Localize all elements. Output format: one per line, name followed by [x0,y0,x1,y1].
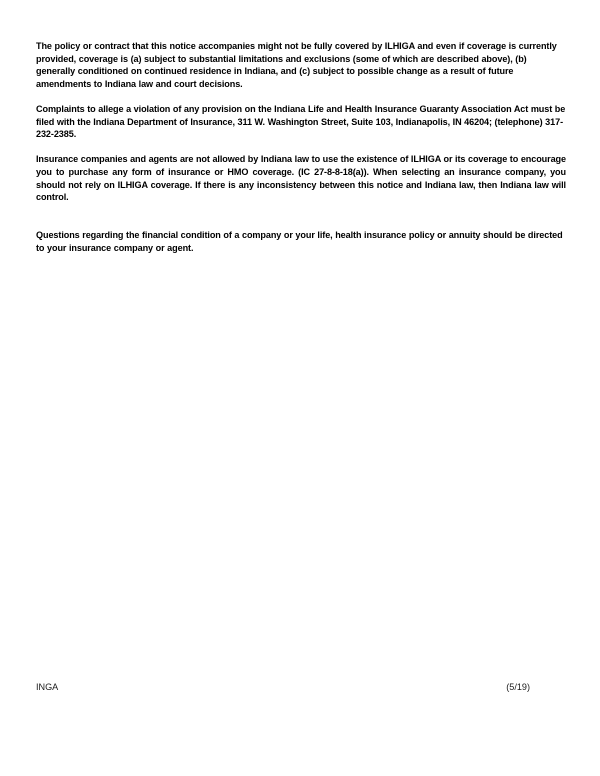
footer-revision-date: (5/19) [506,682,530,692]
paragraph-complaints-filing: Complaints to allege a violation of any provision on the Indiana Life and Health Insurance Guaranty Association Act must be filed with the Indiana Department of Insurance, 311 W. Washington Street, Suite 103, Indianapolis, IN 46204; (telephone) 317-232-2385. [36,103,566,140]
paragraph-questions-contact: Questions regarding the financial condition of a company or your life, health insurance policy or annuity should be directed to your insurance company or agent. [36,229,563,253]
document-body [36,40,566,254]
page-footer [36,681,530,694]
footer-form-code: INGA [36,682,59,692]
paragraph-solicitation-prohibition: Insurance companies and agents are not allowed by Indiana law to use the existence of ILHIGA or its coverage to encourage you to purchase any form of insurance or HMO coverage. (IC 27-8-8-18(a)). When selecting an insurance company, you should not rely on ILHIGA coverage. If there is any inconsistency between this notice and Indiana law, then Indiana law will control. [36,154,566,203]
paragraph-coverage-limitations: The policy or contract that this notice accompanies might not be fully covered by ILHIGA and even if coverage is currently provided, coverage is (a) subject to substantial limitations and exclusions (some of which are described above), (b) generally conditioned on continued residence in Indiana, and (c) subject to possible change as a result of future amendments to Indiana law and court decisions. [36,41,557,89]
